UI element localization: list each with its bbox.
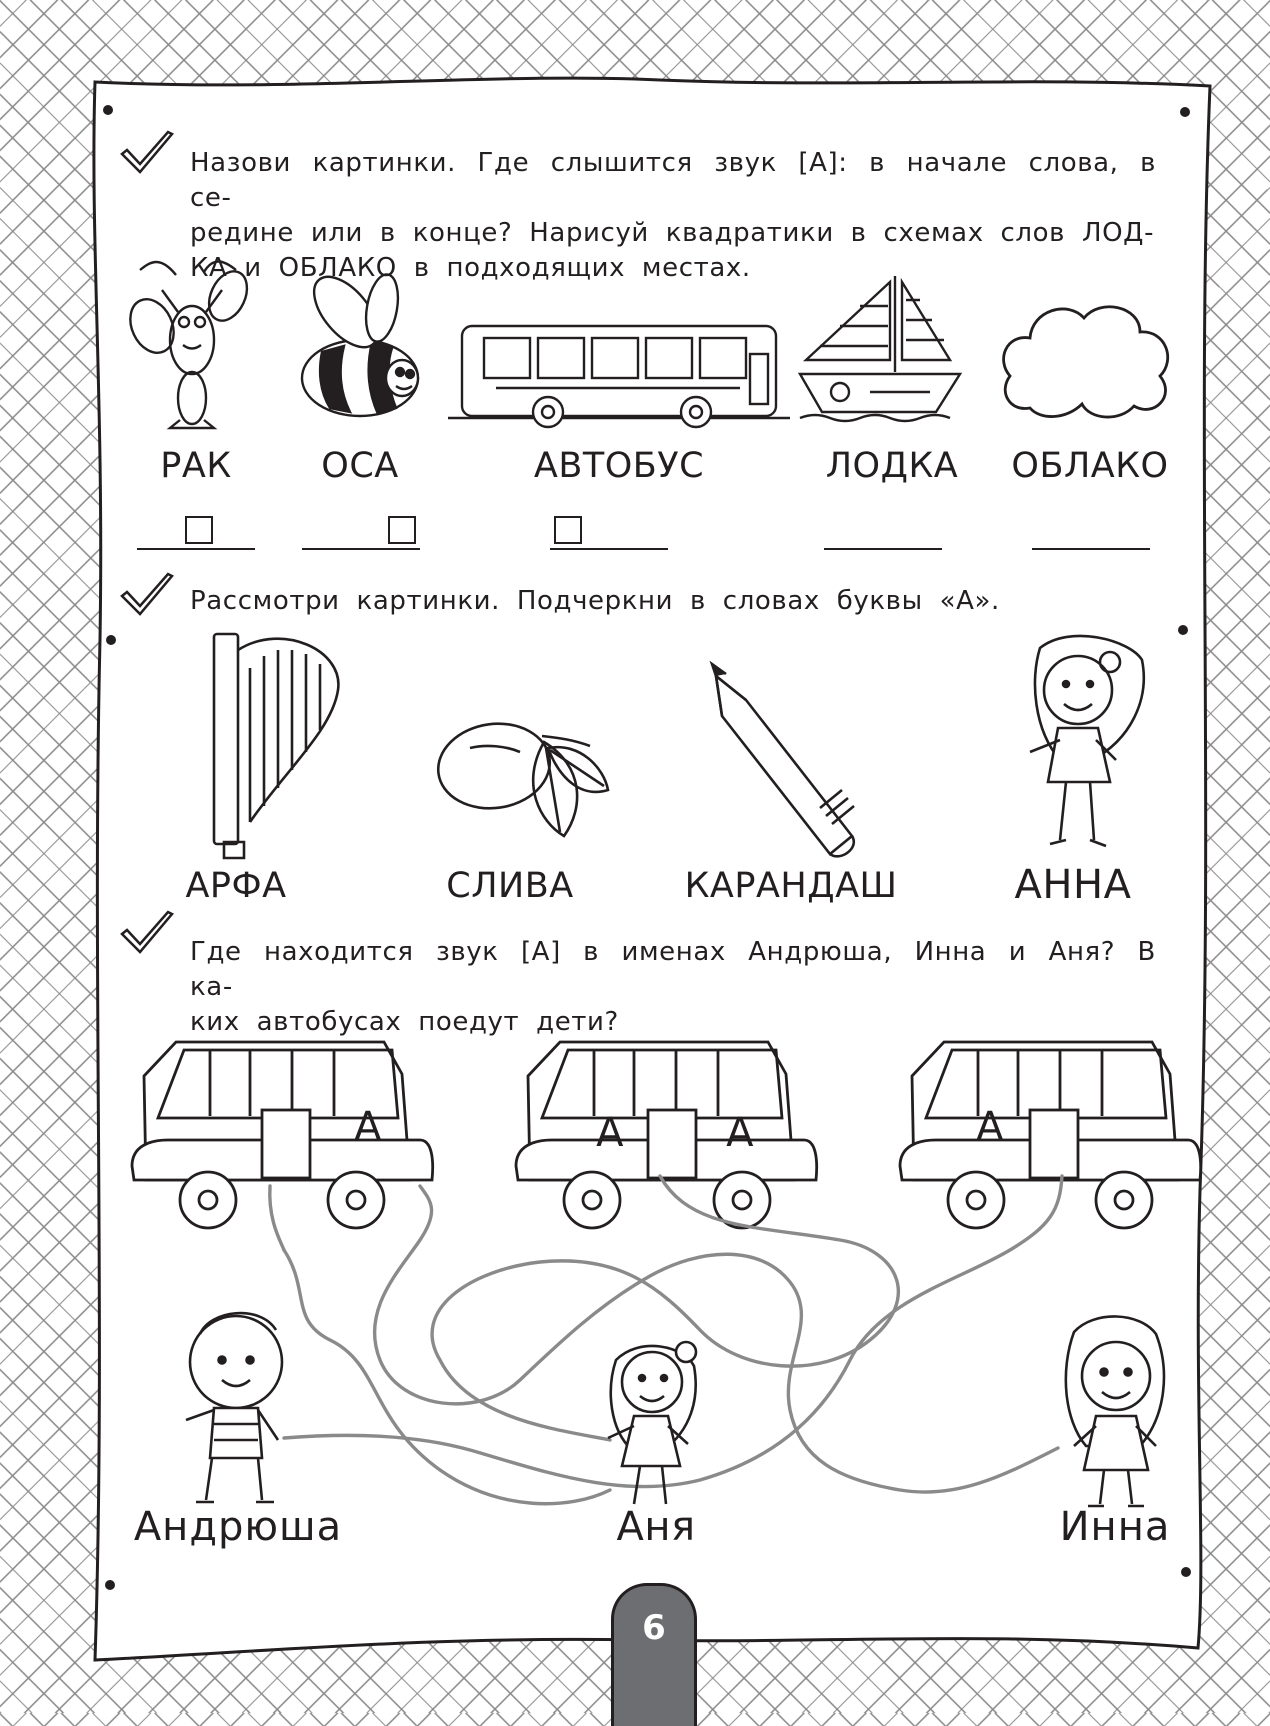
word-label-avtobus: АВТОБУС xyxy=(533,446,705,486)
bus-middle-letter-right: А xyxy=(726,1110,754,1156)
sound-square xyxy=(554,516,582,544)
bus-left-letter: А xyxy=(354,1104,382,1150)
word-label-sliva[interactable]: СЛИВА xyxy=(446,866,574,906)
sound-scheme-osa[interactable] xyxy=(302,508,420,550)
task-1-text: Назови картинки. Где слышится звук [А]: в начале слова, в се- редине или в конце? Нарисуй квадратики в схемах слов ЛОД- КА и ОБЛАКО в подходящих местах. xyxy=(190,148,1156,283)
sound-scheme-avtobus[interactable] xyxy=(550,508,668,550)
checkmark-icon xyxy=(118,908,176,958)
page-number: 6 xyxy=(642,1608,666,1648)
sound-scheme-oblako[interactable] xyxy=(1032,508,1150,550)
word-label-anna[interactable]: АННА xyxy=(1014,862,1132,908)
sound-square xyxy=(185,516,213,544)
name-label-anya: Аня xyxy=(616,1504,696,1550)
page-number-tab xyxy=(611,1583,697,1726)
checkmark-icon xyxy=(118,128,176,178)
sound-square xyxy=(388,516,416,544)
word-label-oblako: ОБЛАКО xyxy=(1011,446,1169,486)
task-3-text: Где находится звук [А] в именах Андрюша, Инна и Аня? В ка- ких автобусах поедут дети? xyxy=(190,937,1156,1037)
name-label-andryusha: Андрюша xyxy=(133,1504,343,1550)
bus-middle-letter-left: А xyxy=(596,1110,624,1156)
word-label-osa: ОСА xyxy=(321,446,399,486)
sound-scheme-lodka[interactable] xyxy=(824,508,942,550)
task-2-text: Рассмотри картинки. Подчеркни в словах буквы «А». xyxy=(190,586,1000,616)
word-label-rak: РАК xyxy=(160,446,232,486)
bus-right-letter: А xyxy=(976,1104,1004,1150)
name-label-inna: Инна xyxy=(1059,1504,1171,1550)
word-label-karandash[interactable]: КАРАНДАШ xyxy=(684,866,898,906)
word-label-arfa[interactable]: АРФА xyxy=(185,866,287,906)
word-label-lodka: ЛОДКА xyxy=(825,446,959,486)
checkmark-icon xyxy=(118,570,176,620)
sound-scheme-rak[interactable] xyxy=(137,508,255,550)
